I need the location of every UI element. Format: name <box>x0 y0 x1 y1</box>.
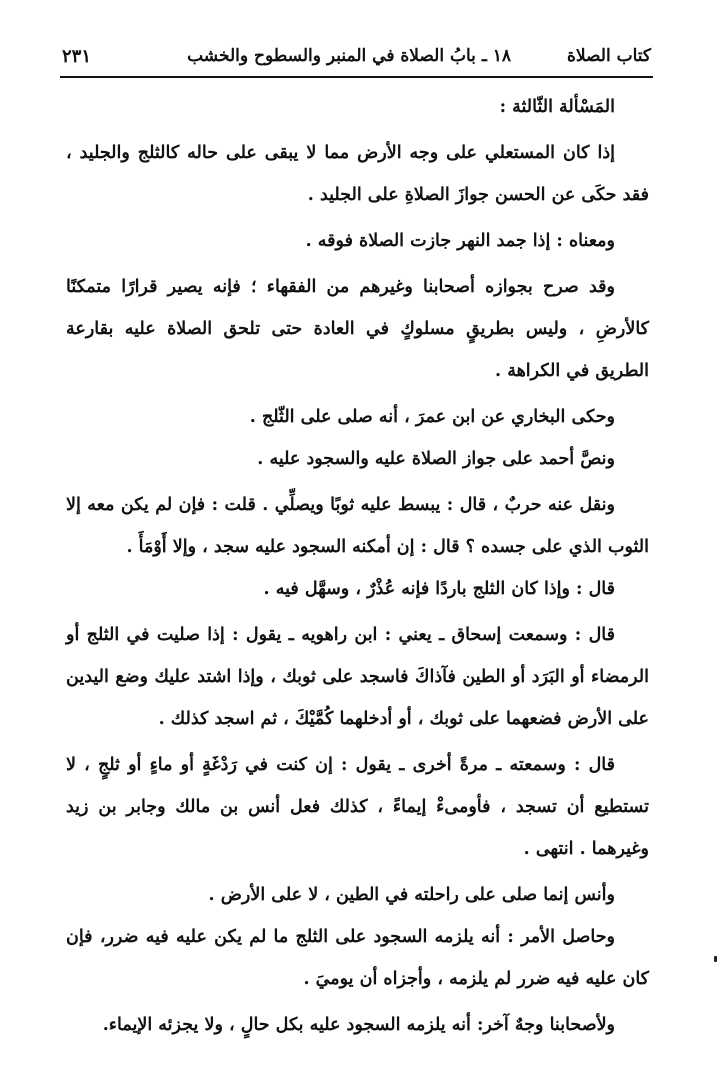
section-heading: المَسْألة الثّالثة : <box>499 97 615 117</box>
paragraph: ونصَّ أحمد على جواز الصلاة عليه والسجود عليه . <box>257 449 615 469</box>
scan-speck <box>714 956 717 962</box>
paragraph: ومعناه : إذا جمد النهر جازت الصلاة فوقه . <box>305 231 615 251</box>
paragraph: وأنس إنما صلى على راحلته في الطين ، لا على الأرض . <box>208 885 615 905</box>
paragraph: قال : وسمعت إسحاق ـ يعني : ابن راهويه ـ يقول : إذا صليت في الثلج أو الرمضاء أو البَرَد أو الطين فآذاكَ فاسجد على ثوبك ، وإذا اشتد عليك وضع اليدين على الأرض فضعهما على ثوبك ، أو أدخلهما كُمَّيْكَ ، ثم اسجد كذلك . <box>66 625 649 729</box>
paragraph: وحكى البخاري عن ابن عمرَ ، أنه صلى على الثّلج . <box>249 407 615 427</box>
paragraph: قال : وإذا كان الثلج باردًا فإنه عُذْرٌ ، وسهَّل فيه . <box>263 579 615 599</box>
main-text <box>66 86 649 1046</box>
paragraph: إذا كان المستعلي على وجه الأرض مما لا يبقى على حاله كالثلج والجليد ، فقد حكَى عن الحسن جوازَ الصلاةِ على الجليد . <box>66 143 649 205</box>
paragraph: ولأصحابنا وجهٌ آخر: أنه يلزمه السجود عليه بكل حالٍ ، ولا يجزئه الإيماء. <box>102 1015 615 1035</box>
chapter-title: ١٨ ـ بابُ الصلاة في المنبر والسطوح والخشب <box>187 46 511 66</box>
paragraph: ونقل عنه حربٌ ، قال : يبسط عليه ثوبًا ويصلِّي . قلت : فإن لم يكن معه إلا الثوب الذي على جسده ؟ قال : إن أمكنه السجود عليه سجد ، وإلا أَوْمَأَ . <box>66 495 649 557</box>
header-divider <box>60 76 653 78</box>
paragraph: وقد صرح بجوازه أصحابنا وغيرهم من الفقهاء ؛ فإنه يصير قرارًا متمكنًا كالأرضِ ، وليس بطريقٍ مسلوكٍ في العادة حتى تلحق الصلاة عليه بقارعة الطريق في الكراهة . <box>66 277 649 381</box>
running-header <box>62 44 651 74</box>
book-title: كتاب الصلاة <box>566 46 651 66</box>
page-number: ٢٣١ <box>62 46 92 67</box>
paragraph: قال : وسمعته ـ مرةً أخرى ـ يقول : إن كنت في رَدْغَةٍ أو ماءٍ أو ثلجٍ ، لا تستطيع أن تسجد ، فأومىءْ إيماءً ، كذلك فعل أنس بن مالك وجابر بن زيد وغيرهما . انتهى . <box>66 755 649 859</box>
paragraph: وحاصل الأمر : أنه يلزمه السجود على الثلج ما لم يكن عليه فيه ضرر، فإن كان عليه فيه ضرر لم يلزمه ، وأجزاه أن يوميَ . <box>66 927 649 989</box>
